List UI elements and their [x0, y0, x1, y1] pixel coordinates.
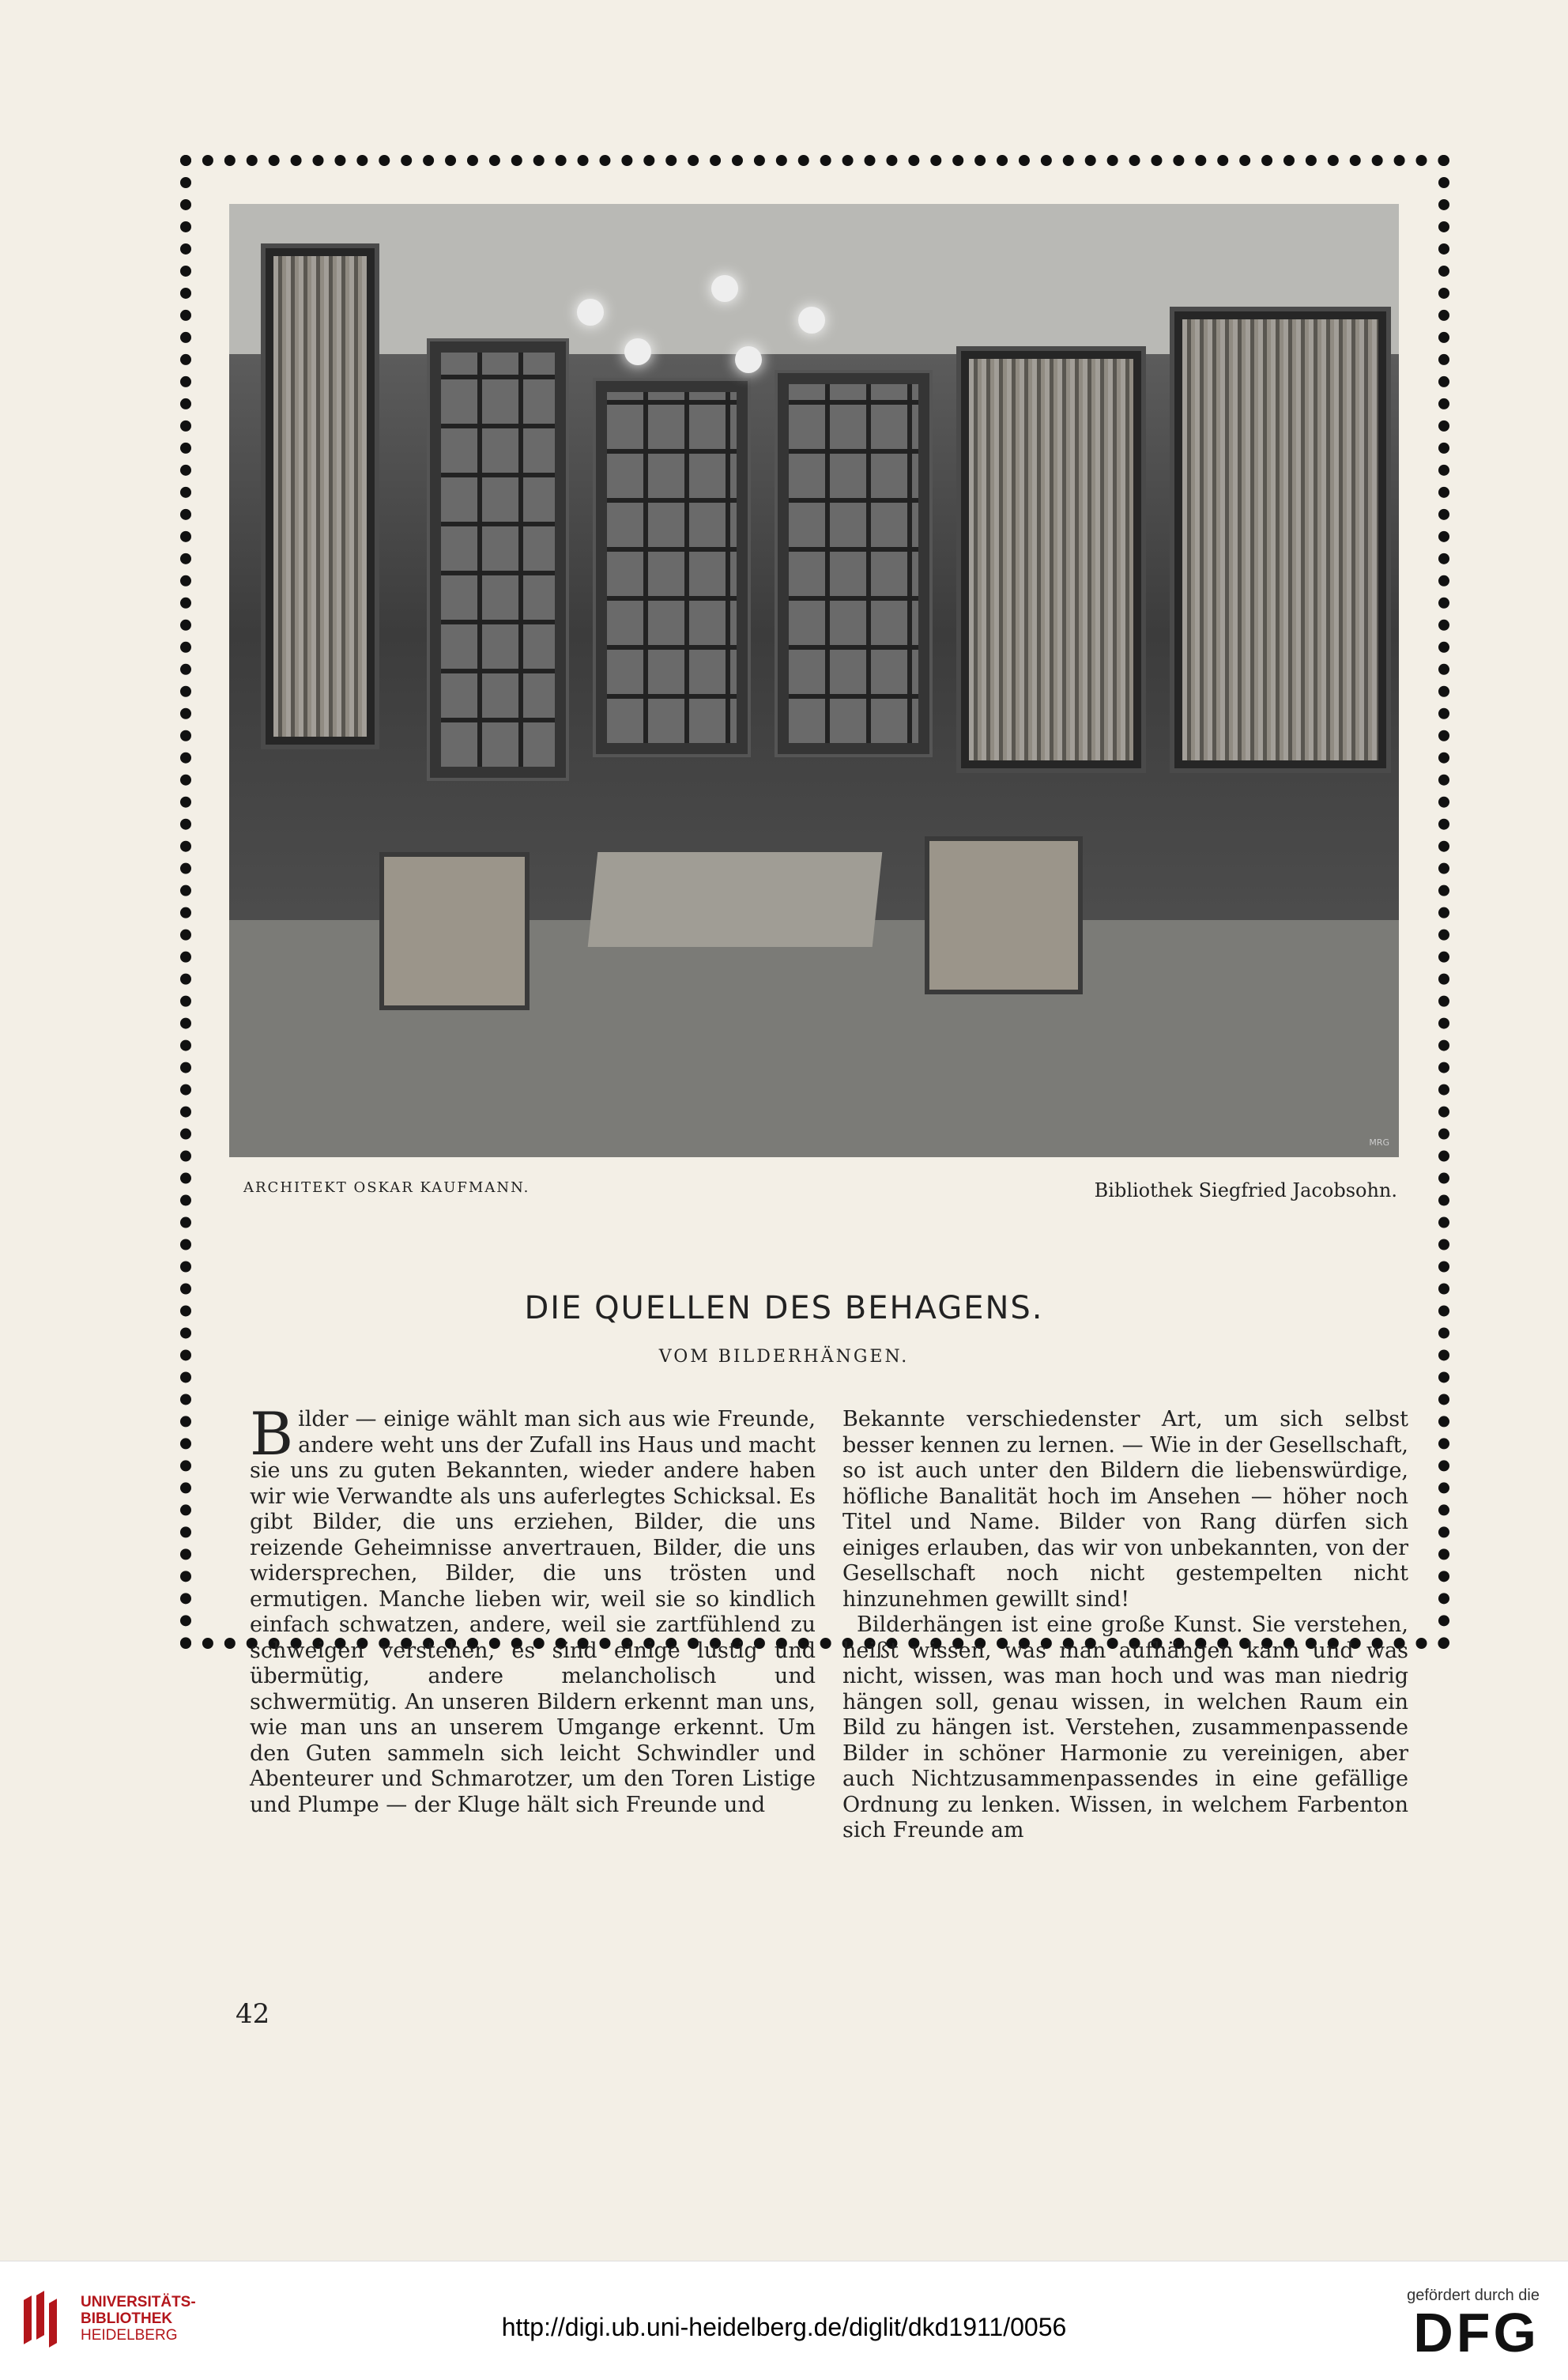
library-photograph: [229, 204, 1399, 1157]
glass-cabinet-left: [427, 338, 569, 781]
armchair-right: [925, 836, 1083, 994]
chandelier-lamp: [798, 307, 825, 334]
paragraph: [250, 1399, 816, 1818]
library-name-line2: BIBLIOTHEK: [81, 2310, 173, 2327]
permalink-url[interactable]: http://digi.ub.uni-heidelberg.de/diglit/dkd1911/0056: [501, 2313, 1067, 2341]
funded-by-label: gefördert durch die: [1407, 2287, 1540, 2304]
library-name-line3: HEIDELBERG: [81, 2326, 178, 2344]
chandelier-lamp: [624, 338, 651, 365]
glass-cabinet-center: [593, 378, 751, 757]
table: [588, 852, 883, 947]
text-column-left: [250, 1399, 816, 1818]
dfg-logo[interactable]: [1407, 2287, 1540, 2363]
bookshelf-right-2: [1170, 307, 1391, 773]
caption-architect: ARCHITEKT OSKAR KAUFMANN.: [243, 1179, 530, 1196]
bookshelf-right-1: [956, 346, 1146, 773]
drop-cap: B: [250, 1399, 294, 1469]
dfg-wordmark: DFG: [1413, 2302, 1540, 2363]
chandelier-lamp: [711, 275, 738, 302]
page-number: 42: [236, 1998, 270, 2030]
paragraph: Bilderhängen ist eine große Kunst. Sie verstehen, heißt wissen, was man aufhängen kann und was nicht, wissen, was man hoch und was man niedrig hängen soll, genau wissen, in welchen Raum ein Bild zu hängen ist. Verstehen, zusammenpassende Bilder in schöner Harmonie zu vereinigen, aber auch Nichtzusammenpassendes in eine gefällige Ordnung zu lenken. Wissen, in welchem Farbenton sich Freunde am: [842, 1612, 1408, 1843]
paragraph-text: ilder — einige wählt man sich aus wie Freunde, andere weht uns der Zufall ins Haus und macht sie uns zu guten Bekannten, wieder andere haben wir wie Verwandte als uns auferlegtes Schicksal. Es gibt Bilder, die uns erziehen, Bilder, die uns reizende Geheimnisse anvertrauen, Bilder, die uns widersprechen, Bilder, die uns trösten und ermutigen. Manche lieben wir, weil sie so kindlich einfach schwatzen, andere, weil sie zartfühlend zu schweigen verstehen, es sind einige lustig und übermütig, andere melancholisch und schwermütig. An unseren Bildern erkennt man uns, wie man uns an unserem Umgange erkennt. Um den Guten sammeln sich leicht Schwindler und Abenteurer und Schmarotzer, um den Toren Listige und Plumpe — der Kluge hält sich Freunde und: [250, 1407, 816, 1817]
chandelier-lamp: [577, 299, 604, 326]
bookshelf-left: [261, 243, 379, 749]
glass-cabinet-right: [775, 370, 933, 757]
text-column-right: [842, 1407, 1408, 1844]
library-name-line1: UNIVERSITÄTS-: [81, 2293, 196, 2310]
chandelier-lamp: [735, 346, 762, 373]
article-title: DIE QUELLEN DES BEHAGENS.: [524, 1290, 1044, 1326]
caption-title: Bibliothek Siegfried Jacobsohn.: [1094, 1179, 1397, 1201]
paragraph: Bekannte verschiedenster Art, um sich selbst besser kennen zu lernen. — Wie in der Gesellschaft, so ist auch unter den Bildern die liebenswürdige, höfliche Banalität hoch im Ansehen — höher noch Titel und Name. Bilder von Rang dürfen sich einiges erlauben, das wir von unbekannten, von der Gesellschaft noch nicht gestempelten nicht hinzunehmen gewillt sind!: [842, 1407, 1408, 1612]
armchair-left: [379, 852, 530, 1010]
article-subtitle: VOM BILDERHÄNGEN.: [658, 1347, 910, 1367]
photo-mark: MRG: [1369, 1137, 1389, 1148]
footer-bar: [0, 2261, 1568, 2380]
